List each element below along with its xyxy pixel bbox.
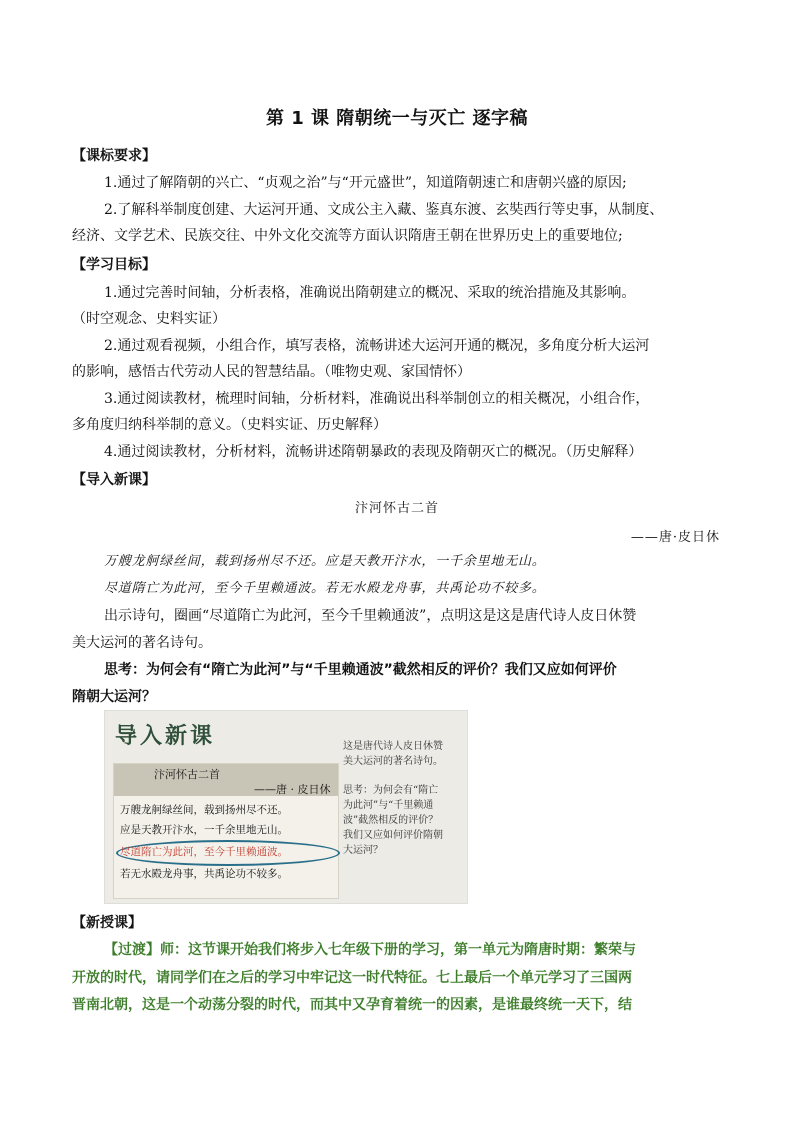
think-question: 隋朝大运河？ (72, 689, 156, 705)
poem-line: 尽道隋亡为此河，至今千里赖通波。若无水殿龙舟事，共禹论功不较多。 (104, 581, 546, 596)
objectives-line: 2.通过观看视频，小组合作，填写表格，流畅讲述大运河开通的概况，多角度分析大运河 (104, 338, 650, 354)
slide-note-line: 我们又应如何评价隋朝 (343, 830, 443, 841)
slide-note-line: 美大运河的著名诗句。 (343, 756, 443, 767)
objectives-line: 3.通过阅读教材，梳理时间轴，分析材料，准确说出科举制创立的相关概况，小组合作， (104, 391, 650, 407)
section-heading-intro: 【导入新课】 (72, 472, 156, 488)
poem-author: ——唐·皮日休 (630, 530, 720, 545)
slide-note-line: 这是唐代诗人皮日休赞 (343, 741, 443, 752)
slide-poem-line: 万艘龙舸绿丝间，载到扬州尽不还。 (120, 804, 288, 816)
slide-poem-line: 若无水殿龙舟事，共禹论功不较多。 (120, 868, 288, 880)
section-heading-standards: 【课标要求】 (72, 148, 156, 164)
slide-heading: 导入新课 (115, 724, 216, 749)
intro-paragraph: 美大运河的著名诗句。 (72, 635, 212, 651)
slide-poem-title: 汴河怀古二首 (154, 768, 220, 781)
objectives-line: 4.通过阅读教材，分析材料，流畅讲述隋朝暴政的表现及隋朝灭亡的概况。（历史解释） (104, 444, 643, 460)
objectives-line: 1.通过完善时间轴，分析表格，准确说出隋朝建立的概况、采取的统治措施及其影响。 (104, 285, 636, 301)
transition-paragraph: 晋南北朝，这是一个动荡分裂的时代，而其中又孕育着统一的因素，是谁最终统一天下，结 (72, 997, 632, 1013)
standards-line: 1.通过了解隋朝的兴亡、“贞观之治”与“开元盛世”，知道隋朝速亡和唐朝兴盛的原因; (104, 175, 627, 191)
section-heading-new-lesson: 【新授课】 (72, 915, 142, 931)
standards-line: 经济、文学艺术、民族交往、中外文化交流等方面认识隋唐王朝在世界历史上的重要地位; (72, 228, 623, 244)
section-heading-objectives: 【学习目标】 (72, 257, 156, 273)
objectives-line: （时空观念、史料实证） (72, 311, 226, 327)
slide-note-line: 大运河？ (343, 845, 383, 856)
transition-paragraph: 【过渡】师：这节课开始我们将步入七年级下册的学习，第一单元为隋唐时期：繁荣与 (104, 942, 636, 958)
transition-paragraph: 开放的时代，请同学们在之后的学习中牢记这一时代特征。七上最后一个单元学习了三国两 (72, 970, 632, 986)
slide-poem-card (113, 763, 339, 899)
think-question: 思考：为何会有“隋亡为此河”与“千里赖通波”截然相反的评价？我们又应如何评价 (104, 662, 617, 678)
slide-note-line: 波”截然相反的评价？ (343, 815, 439, 826)
poem-title: 汴河怀古二首 (354, 501, 439, 516)
slide-note-line: 为此河”与“千里赖通 (343, 800, 434, 811)
poem-line: 万艘龙舸绿丝间，载到扬州尽不还。应是天教开汴水，一千余里地无山。 (104, 554, 546, 569)
objectives-line: 多角度归纳科举制的意义。（史料实证、历史解释） (72, 417, 387, 433)
intro-paragraph: 出示诗句，圈画“尽道隋亡为此河，至今千里赖通波”，点明这是这是唐代诗人皮日休赞 (104, 608, 637, 624)
page-title: 第 1 课 隋朝统一与灭亡 逐字稿 (265, 108, 529, 129)
slide-image (104, 710, 468, 904)
slide-poem-line-highlighted: 尽道隋亡为此河，至今千里赖通波。 (120, 846, 288, 858)
slide-poem-line: 应是天教开汴水，一千余里地无山。 (120, 824, 288, 836)
slide-poem-author: ——唐 · 皮日休 (254, 783, 331, 796)
standards-line: 2.了解科举制度创建、大运河开通、文成公主入藏、鉴真东渡、玄奘西行等史事，从制度、 (104, 202, 664, 218)
objectives-line: 的影响，感悟古代劳动人民的智慧结晶。（唯物史观、家国情怀） (72, 364, 471, 380)
slide-note-line: 思考：为何会有“隋亡 (343, 785, 439, 796)
